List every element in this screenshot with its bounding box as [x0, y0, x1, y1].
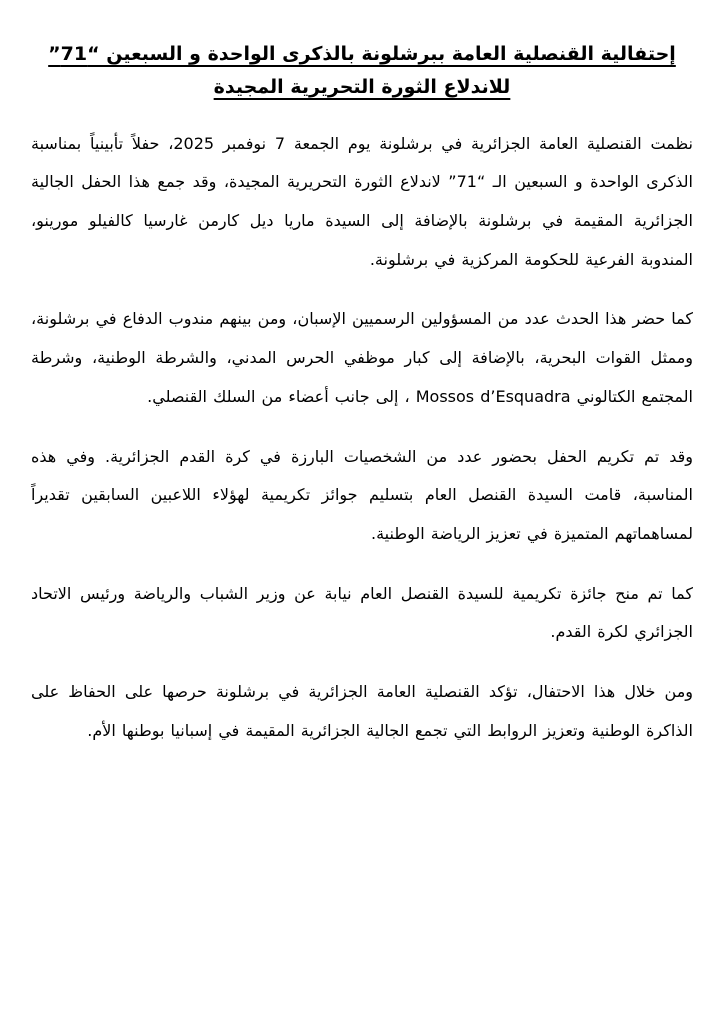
document-body	[31, 125, 693, 751]
paragraph-closing-statement: ومن خلال هذا الاحتفال، تؤكد القنصلية العامة الجزائرية في برشلونة حرصها على الحفاظ على الذاكرة الوطنية وتعزيز الروابط التي تجمع الجالية الجزائرية المقيمة في إسبانيا بوطنها الأم.	[31, 682, 693, 740]
document-title	[31, 38, 693, 105]
document-title-line-1: إحتفالية القنصلية العامة ببرشلونة بالذكرى الواحدة و السبعين “71”	[48, 43, 676, 65]
paragraph-spanish-officials: كما حضر هذا الحدث عدد من المسؤولين الرسميين الإسبان، ومن بينهم مندوب الدفاع في برشلونة، وممثل القوات البحرية، بالإضافة إلى كبار موظفي الحرس المدني، والشرطة الوطنية، وشرطة المجتمع الكتالوني Mossos d’Esquadra ، إلى جانب أعضاء من السلك القنصلي.	[31, 309, 693, 406]
document-title-line-2: للاندلاع الثورة التحريرية المجيدة	[213, 76, 511, 99]
paragraph-ceremony-intro: نظمت القنصلية العامة الجزائرية في برشلونة يوم الجمعة 7 نوفمبر 2025، حفلاً تأبينياً بمناسبة الذكرى الواحدة و السبعين الـ “71” لاندلاع الثورة التحريرية المجيدة، وقد جمع هذا الحفل الجالية الجزائرية المقيمة في برشلونة بالإضافة إلى السيدة ماريا ديل كارمن غارسيا كالفيلو مورينو، المندوبة الفرعية للحكومة المركزية في برشلونة.	[31, 133, 694, 269]
paragraph-consul-award: كما تم منح جائزة تكريمية للسيدة القنصل العام نيابة عن وزير الشباب والرياضة ورئيس الاتحاد الجزائري لكرة القدم.	[31, 583, 693, 642]
paragraph-football-honors: وقد تم تكريم الحفل بحضور عدد من الشخصيات البارزة في كرة القدم الجزائرية. وفي هذه المناسبة، قامت السيدة القنصل العام بتسليم جوائز تكريمية لهؤلاء اللاعبين السابقين تقديراً لمساهماتهم المتميزة في تعزيز الرياضة الوطنية.	[31, 446, 693, 543]
